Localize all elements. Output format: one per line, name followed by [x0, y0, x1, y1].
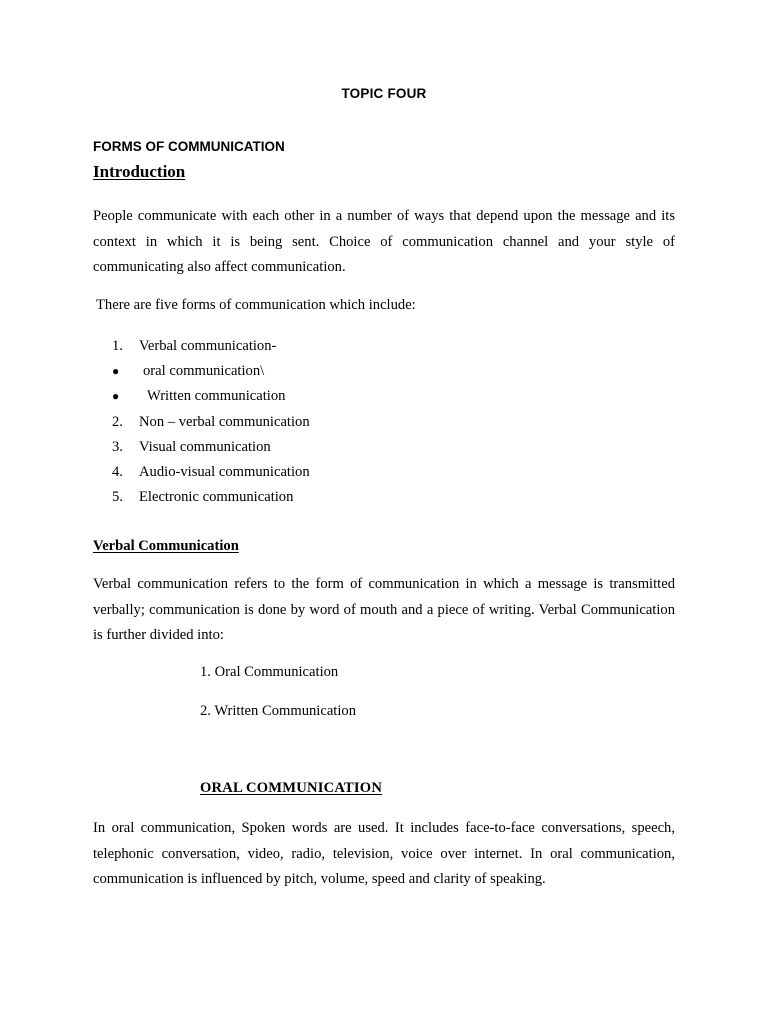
- verbal-communication-heading: Verbal Communication: [93, 538, 239, 554]
- list-item: [112, 384, 310, 409]
- list-item: [112, 435, 310, 460]
- list-marker: 3.: [112, 438, 123, 455]
- list-marker: 2.: [112, 413, 123, 430]
- list-marker: 4.: [112, 463, 123, 480]
- list-item-text: Visual communication: [139, 438, 271, 455]
- list-item: [112, 485, 310, 510]
- list-marker: 1.: [112, 338, 123, 354]
- oral-communication-paragraph: In oral communication, Spoken words are used. It includes face-to-face conversations, speech, telephonic conversation, video, radio, television, voice over internet. In oral communication, communication is influenced by pitch, volume, speed and clarity of speaking.: [93, 820, 675, 887]
- list-item-text: Verbal communication-: [139, 338, 277, 354]
- section-title: FORMS OF COMMUNICATION: [93, 139, 285, 154]
- list-item: [112, 359, 310, 384]
- introduction-heading: Introduction: [93, 162, 186, 181]
- five-forms-intro: There are five forms of communication which include:: [96, 297, 416, 313]
- forms-list: [112, 334, 310, 510]
- list-item-text: Written communication: [147, 388, 286, 405]
- verbal-communication-paragraph: Verbal communication refers to the form of communication in which a message is transmitted verbally; communication is done by word of mouth and a piece of writing. Verbal Communication is further divided into:: [93, 576, 675, 643]
- bullet-marker: ●: [112, 389, 120, 404]
- list-item: [112, 334, 310, 359]
- list-item-text: Non – verbal communication: [139, 413, 310, 430]
- bullet-marker: ●: [112, 364, 120, 379]
- list-item: [112, 460, 310, 485]
- oral-communication-sub-item: 1. Oral Communication: [200, 664, 339, 680]
- topic-title: TOPIC FOUR: [341, 86, 427, 101]
- list-item-text: oral communication\: [143, 363, 265, 380]
- list-marker: 5.: [112, 489, 123, 506]
- list-item-text: Electronic communication: [139, 489, 294, 506]
- list-item-text: Audio-visual communication: [139, 463, 310, 480]
- introduction-paragraph: People communicate with each other in a number of ways that depend upon the message and its context in which it is being sent. Choice of communication channel and your style of communicating also affect communication.: [93, 208, 675, 275]
- list-item: [112, 410, 310, 435]
- written-communication-sub-item: 2. Written Communication: [200, 703, 357, 719]
- oral-communication-heading: ORAL COMMUNICATION: [200, 780, 383, 796]
